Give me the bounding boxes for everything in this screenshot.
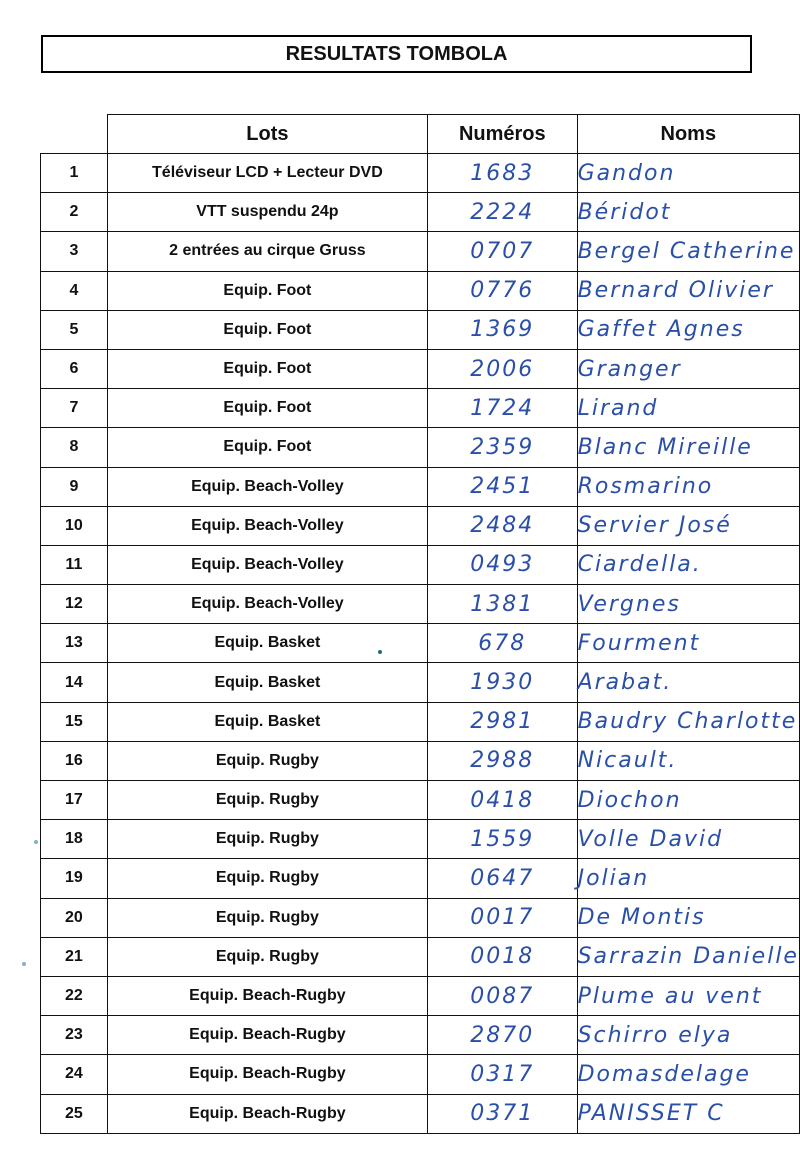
row-rank: 18 [41, 820, 108, 859]
table-row [41, 1055, 800, 1094]
winner-name-text: Blanc Mireille [577, 434, 753, 460]
row-rank: 3 [41, 232, 108, 271]
row-ticket-number: 0493 [428, 545, 578, 584]
row-lot: Equip. Foot [107, 310, 427, 349]
winner-name-text: Bernard Olivier [577, 278, 774, 304]
row-ticket-number: 1724 [428, 389, 578, 428]
table-row [41, 232, 800, 271]
winner-name-text: Granger [577, 356, 682, 382]
table-row [41, 389, 800, 428]
row-ticket-number: 2870 [428, 1016, 578, 1055]
row-winner-name [577, 976, 799, 1015]
winner-name-text: Diochon [577, 787, 682, 813]
table-row [41, 898, 800, 937]
row-ticket-number: 0776 [428, 271, 578, 310]
row-ticket-number: 0087 [428, 976, 578, 1015]
header-numeros: Numéros [428, 115, 578, 154]
row-winner-name [577, 428, 799, 467]
row-rank: 25 [41, 1094, 108, 1133]
table-row [41, 781, 800, 820]
row-winner-name [577, 702, 799, 741]
table-row [41, 585, 800, 624]
results-body [41, 154, 800, 1134]
table-row [41, 937, 800, 976]
page-title: RESULTATS TOMBOLA [41, 35, 752, 73]
row-ticket-number: 0317 [428, 1055, 578, 1094]
row-winner-name [577, 154, 799, 193]
table-row [41, 545, 800, 584]
row-ticket-number: 2006 [428, 349, 578, 388]
row-rank: 7 [41, 389, 108, 428]
winner-name-text: Servier José [577, 513, 732, 539]
table-row [41, 467, 800, 506]
row-lot: VTT suspendu 24p [107, 193, 427, 232]
table-row [41, 820, 800, 859]
row-ticket-number: 2224 [428, 193, 578, 232]
table-row [41, 310, 800, 349]
row-winner-name [577, 1094, 799, 1133]
row-rank: 13 [41, 624, 108, 663]
row-rank: 10 [41, 506, 108, 545]
table-row [41, 193, 800, 232]
row-ticket-number: 2359 [428, 428, 578, 467]
table-row [41, 624, 800, 663]
table-row [41, 506, 800, 545]
row-lot: Equip. Beach-Volley [107, 467, 427, 506]
row-lot: Equip. Foot [107, 428, 427, 467]
row-lot: Equip. Rugby [107, 781, 427, 820]
row-ticket-number: 1559 [428, 820, 578, 859]
winner-name-text: Ciardella. [577, 552, 702, 578]
table-row [41, 349, 800, 388]
row-winner-name [577, 781, 799, 820]
row-ticket-number: 1369 [428, 310, 578, 349]
row-winner-name [577, 585, 799, 624]
table-row [41, 271, 800, 310]
row-ticket-number: 0017 [428, 898, 578, 937]
row-rank: 12 [41, 585, 108, 624]
row-lot: Equip. Rugby [107, 859, 427, 898]
winner-name-text: Bergel Catherine [577, 238, 796, 264]
row-ticket-number: 0018 [428, 937, 578, 976]
header-blank-cell [41, 115, 108, 154]
winner-name-text: PANISSET C [577, 1101, 725, 1127]
table-row [41, 859, 800, 898]
row-lot: 2 entrées au cirque Gruss [107, 232, 427, 271]
row-winner-name [577, 1016, 799, 1055]
table-row [41, 154, 800, 193]
row-rank: 2 [41, 193, 108, 232]
row-winner-name [577, 389, 799, 428]
row-rank: 23 [41, 1016, 108, 1055]
row-lot: Equip. Foot [107, 271, 427, 310]
row-ticket-number: 1930 [428, 663, 578, 702]
row-rank: 22 [41, 976, 108, 1015]
table-row [41, 663, 800, 702]
row-lot: Equip. Rugby [107, 898, 427, 937]
row-rank: 8 [41, 428, 108, 467]
row-rank: 17 [41, 781, 108, 820]
winner-name-text: Rosmarino [577, 474, 714, 500]
row-winner-name [577, 467, 799, 506]
winner-name-text: Arabat. [577, 670, 673, 696]
row-ticket-number: 2484 [428, 506, 578, 545]
row-rank: 19 [41, 859, 108, 898]
results-table [40, 114, 800, 1134]
table-row [41, 702, 800, 741]
table-row [41, 741, 800, 780]
row-rank: 6 [41, 349, 108, 388]
table-row [41, 1016, 800, 1055]
row-winner-name [577, 624, 799, 663]
row-rank: 9 [41, 467, 108, 506]
row-lot: Equip. Beach-Volley [107, 506, 427, 545]
row-ticket-number: 678 [428, 624, 578, 663]
row-lot: Equip. Basket [107, 624, 427, 663]
row-lot: Equip. Beach-Rugby [107, 1016, 427, 1055]
winner-name-text: De Montis [577, 905, 706, 931]
row-rank: 5 [41, 310, 108, 349]
winner-name-text: Plume au vent [577, 983, 763, 1009]
row-lot: Equip. Beach-Rugby [107, 1055, 427, 1094]
row-winner-name [577, 741, 799, 780]
table-row [41, 976, 800, 1015]
row-ticket-number: 2981 [428, 702, 578, 741]
row-winner-name [577, 859, 799, 898]
ink-dot [34, 840, 38, 844]
header-lots: Lots [107, 115, 427, 154]
row-lot: Téléviseur LCD + Lecteur DVD [107, 154, 427, 193]
row-ticket-number: 2988 [428, 741, 578, 780]
row-ticket-number: 0371 [428, 1094, 578, 1133]
row-lot: Equip. Foot [107, 349, 427, 388]
winner-name-text: Lirand [577, 395, 659, 421]
row-winner-name [577, 506, 799, 545]
row-winner-name [577, 310, 799, 349]
row-lot: Equip. Beach-Rugby [107, 976, 427, 1015]
row-lot: Equip. Rugby [107, 820, 427, 859]
ink-dot [22, 962, 26, 966]
winner-name-text: Nicault. [577, 748, 678, 774]
row-lot: Equip. Beach-Volley [107, 545, 427, 584]
row-winner-name [577, 663, 799, 702]
row-winner-name [577, 232, 799, 271]
winner-name-text: Schirro elya [577, 1022, 733, 1048]
winner-name-text: Baudry Charlotte [577, 709, 798, 735]
table-row [41, 428, 800, 467]
row-ticket-number: 1683 [428, 154, 578, 193]
winner-name-text: Gandon [577, 160, 676, 186]
row-ticket-number: 0707 [428, 232, 578, 271]
row-lot: Equip. Foot [107, 389, 427, 428]
winner-name-text: Gaffet Agnes [577, 317, 745, 343]
row-rank: 11 [41, 545, 108, 584]
winner-name-text: Fourment [577, 630, 701, 656]
row-lot: Equip. Beach-Volley [107, 585, 427, 624]
row-winner-name [577, 545, 799, 584]
row-rank: 20 [41, 898, 108, 937]
row-winner-name [577, 271, 799, 310]
row-lot: Equip. Rugby [107, 937, 427, 976]
row-rank: 21 [41, 937, 108, 976]
row-rank: 14 [41, 663, 108, 702]
winner-name-text: Vergnes [577, 591, 681, 617]
row-winner-name [577, 937, 799, 976]
row-ticket-number: 1381 [428, 585, 578, 624]
row-winner-name [577, 898, 799, 937]
row-winner-name [577, 193, 799, 232]
row-lot: Equip. Basket [107, 663, 427, 702]
row-lot: Equip. Basket [107, 702, 427, 741]
winner-name-text: Domasdelage [577, 1061, 751, 1087]
winner-name-text: Jolian [577, 865, 650, 891]
winner-name-text: Sarrazin Danielle [577, 944, 799, 970]
row-ticket-number: 2451 [428, 467, 578, 506]
row-winner-name [577, 349, 799, 388]
row-ticket-number: 0647 [428, 859, 578, 898]
row-lot: Equip. Rugby [107, 741, 427, 780]
table-row [41, 1094, 800, 1133]
ink-dot [378, 650, 382, 654]
winner-name-text: Volle David [577, 826, 724, 852]
row-rank: 4 [41, 271, 108, 310]
row-winner-name [577, 820, 799, 859]
winner-name-text: Béridot [577, 199, 672, 225]
row-rank: 15 [41, 702, 108, 741]
row-rank: 16 [41, 741, 108, 780]
row-rank: 1 [41, 154, 108, 193]
row-lot: Equip. Beach-Rugby [107, 1094, 427, 1133]
row-ticket-number: 0418 [428, 781, 578, 820]
row-winner-name [577, 1055, 799, 1094]
header-row [41, 115, 800, 154]
header-noms: Noms [577, 115, 799, 154]
row-rank: 24 [41, 1055, 108, 1094]
